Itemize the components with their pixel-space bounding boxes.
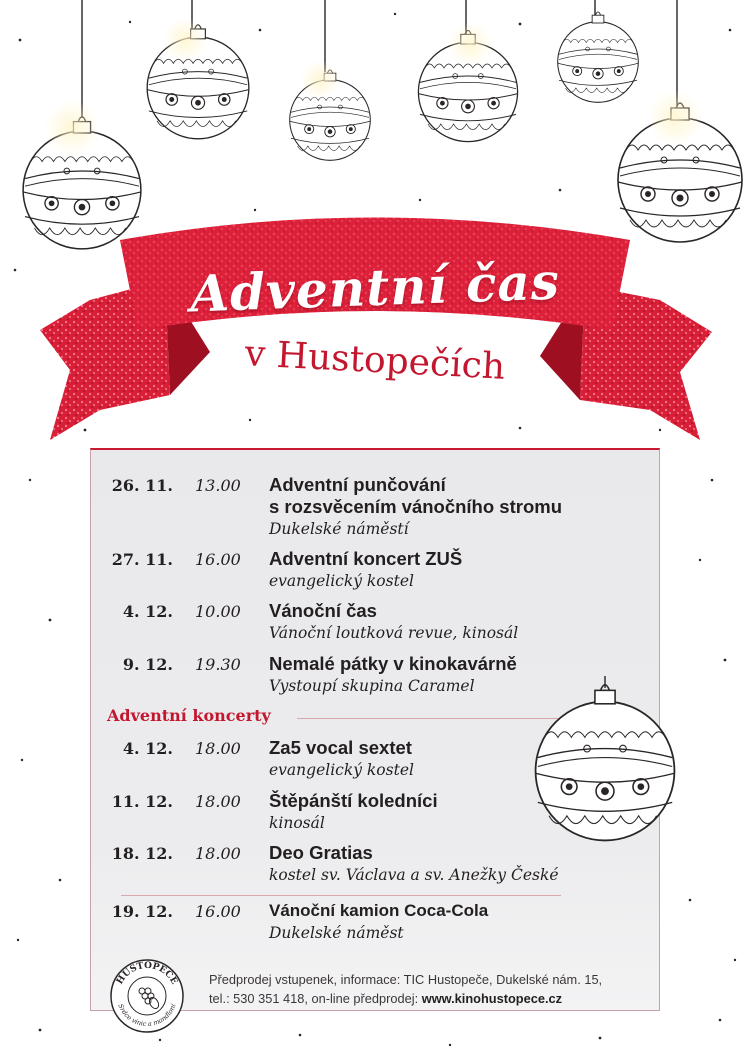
event-place: evangelický kostel	[269, 761, 414, 779]
event-time: 13.00	[195, 476, 241, 495]
event-date: 18. 12.	[111, 844, 173, 863]
event-place: Dukelské náměst	[269, 924, 404, 942]
page-subtitle: v Hustopečích	[243, 333, 507, 388]
event-date: 11. 12.	[111, 792, 173, 811]
event-date: 26. 11.	[111, 476, 173, 495]
event-name: Za5 vocal sextet	[269, 737, 412, 758]
footer-line1: Předprodej vstupenek, informace: TIC Hustopeče, Dukelské nám. 15,	[209, 972, 603, 987]
page-title: Adventní čas	[189, 251, 561, 324]
stamp-bottom-text: Srdce vinic a mandloní	[116, 1002, 178, 1029]
event-place: evangelický kostel	[269, 572, 414, 590]
footer-info	[209, 970, 602, 1008]
event-place: Vystoupí skupina Caramel	[269, 677, 475, 695]
event-time: 19.30	[195, 655, 241, 674]
christmas-ornament-icon	[23, 12, 742, 249]
event-time: 18.00	[195, 739, 241, 758]
event-date: 9. 12.	[122, 655, 173, 674]
event-date: 4. 12.	[122, 602, 173, 621]
event-date: 19. 12.	[111, 902, 173, 921]
event-time: 18.00	[195, 844, 241, 863]
event-time: 16.00	[195, 550, 241, 569]
event-name: Štěpánští koledníci	[269, 790, 438, 811]
stamp-top-text: HUSTOPEČE	[115, 960, 179, 987]
footer-line2	[209, 989, 602, 1008]
event-name: Adventní koncert ZUŠ	[269, 548, 463, 569]
event-place: kinosál	[269, 814, 325, 832]
event-time: 10.00	[195, 602, 241, 621]
event-place: Dukelské náměstí	[269, 520, 409, 538]
footer-phone: tel.: 530 351 418, on-line předprodej:	[209, 991, 422, 1006]
event-place: Vánoční loutková revue, kinosál	[269, 624, 519, 642]
title-ribbon	[40, 218, 712, 441]
event-date: 27. 11.	[111, 550, 173, 569]
event-name: Vánoční čas	[269, 600, 377, 621]
event-place: kostel sv. Václava a sv. Anežky České	[269, 866, 559, 884]
event-name: Nemalé pátky v kinokavárně	[269, 653, 517, 674]
grape-almond-stamp-icon	[109, 958, 185, 1034]
event-time: 16.00	[195, 902, 241, 921]
website-link[interactable]: www.kinohustopece.cz	[421, 991, 563, 1006]
event-name: Adventní punčování	[269, 474, 446, 495]
event-date: 4. 12.	[122, 739, 173, 758]
divider	[297, 718, 567, 719]
event-time: 18.00	[195, 792, 241, 811]
event-name: Vánoční kamion Coca-Cola	[269, 901, 489, 920]
event-name-line2: s rozsvěcením vánočního stromu	[269, 496, 563, 517]
christmas-ornament-icon	[530, 676, 680, 846]
event-name: Deo Gratias	[269, 842, 373, 863]
divider	[121, 895, 561, 896]
concerts-heading: Adventní koncerty	[107, 706, 271, 725]
